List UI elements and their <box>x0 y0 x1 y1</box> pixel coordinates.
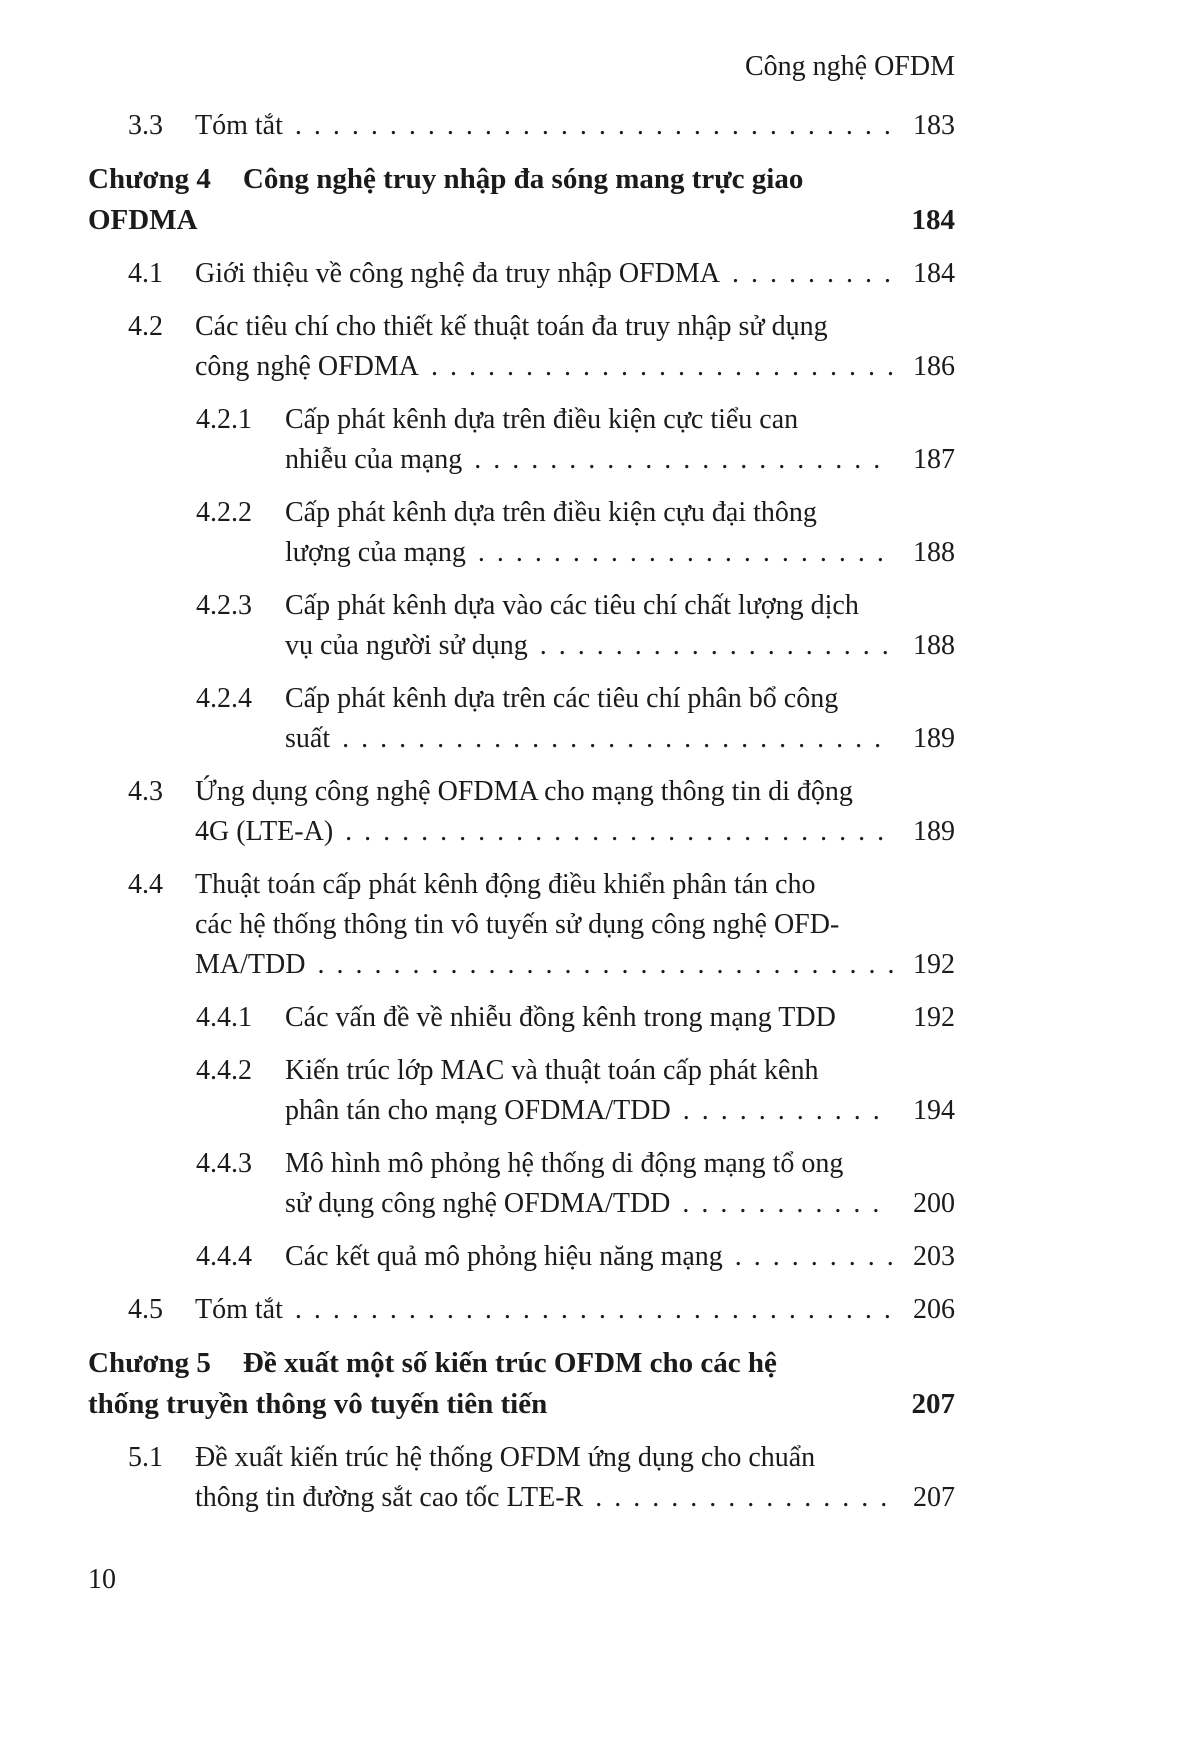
dot-leader <box>295 1290 893 1330</box>
toc-entry <box>88 400 955 480</box>
toc-entry <box>88 1343 955 1425</box>
entry-title-line: công nghệ OFDMA <box>195 351 419 382</box>
entry-number: 4.2.2 <box>196 497 252 528</box>
toc-entry-row <box>88 1343 955 1384</box>
entry-number: 4.2.1 <box>196 404 252 435</box>
entry-title-line: thông tin đường sắt cao tốc LTE-R <box>195 1482 584 1513</box>
toc-entry-row <box>88 200 955 241</box>
toc-entry <box>88 1051 955 1131</box>
entry-title-line: thống truyền thông vô tuyến tiên tiến <box>88 1388 548 1420</box>
toc-entry-row <box>88 1384 955 1425</box>
dot-leader <box>735 1237 893 1277</box>
entry-title-line: sử dụng công nghệ OFDMA/TDD <box>285 1188 671 1219</box>
entry-page-number: 203 <box>913 1241 955 1272</box>
entry-number: 4.4.3 <box>196 1148 252 1179</box>
entry-title-line: Cấp phát kênh dựa trên điều kiện cực tiểu can <box>285 404 799 435</box>
entry-page-number: 183 <box>913 110 955 141</box>
dot-leader <box>345 812 893 852</box>
toc-entry-row <box>88 772 955 812</box>
entry-title-line: Các vấn đề về nhiễu đồng kênh trong mạng TDD <box>285 1002 836 1033</box>
dot-leader <box>431 347 893 387</box>
toc-entry-row <box>88 1144 955 1184</box>
entry-title-line: vụ của người sử dụng <box>285 630 528 661</box>
toc-entry-row <box>88 905 955 945</box>
toc-entry <box>88 1237 955 1277</box>
toc-entry-row <box>88 1051 955 1091</box>
entry-title-line: Thuật toán cấp phát kênh động điều khiển phân tán cho <box>195 869 816 900</box>
toc <box>88 106 955 1531</box>
entry-number: 3.3 <box>128 110 163 141</box>
dot-leader <box>474 440 893 480</box>
entry-page-number: 187 <box>913 444 955 475</box>
entry-page-number: 184 <box>911 204 955 236</box>
entry-title-line: suất <box>285 723 331 754</box>
dot-leader <box>682 1184 893 1224</box>
dot-leader <box>478 533 893 573</box>
toc-entry <box>88 159 955 241</box>
toc-entry-row <box>88 1478 955 1518</box>
toc-entry-row <box>88 679 955 719</box>
entry-number: 4.5 <box>128 1294 163 1325</box>
toc-entry-row <box>88 533 955 573</box>
entry-number: 4.2.4 <box>196 683 252 714</box>
toc-entry <box>88 254 955 294</box>
entry-page-number: 200 <box>913 1188 955 1219</box>
toc-entry-row <box>88 307 955 347</box>
entry-page-number: 189 <box>913 723 955 754</box>
toc-entry <box>88 586 955 666</box>
toc-entry-row <box>88 626 955 666</box>
entry-title-line: Đề xuất kiến trúc hệ thống OFDM ứng dụng cho chuẩn <box>195 1442 816 1473</box>
entry-title-line: 4G (LTE-A) <box>195 816 334 847</box>
dot-leader <box>540 626 893 666</box>
entry-number: 4.3 <box>128 776 163 807</box>
toc-entry <box>88 772 955 852</box>
toc-entry-row <box>88 254 955 294</box>
toc-entry-row <box>88 719 955 759</box>
toc-entry-row <box>88 400 955 440</box>
toc-entry-row <box>88 998 955 1038</box>
toc-entry-row <box>88 493 955 533</box>
toc-entry-row <box>88 106 955 146</box>
entry-title-line: Giới thiệu về công nghệ đa truy nhập OFDMA <box>195 258 720 289</box>
toc-entry-row <box>88 1091 955 1131</box>
entry-title-line: Công nghệ truy nhập đa sóng mang trực giao <box>242 163 804 195</box>
entry-number: Chương 5 <box>88 1347 211 1379</box>
entry-page-number: 194 <box>913 1095 955 1126</box>
entry-number: 4.4.2 <box>196 1055 252 1086</box>
toc-entry <box>88 493 955 573</box>
toc-entry-row <box>88 159 955 200</box>
page-number-footer: 10 <box>88 1564 116 1595</box>
entry-title-line: phân tán cho mạng OFDMA/TDD <box>285 1095 671 1126</box>
toc-entry <box>88 1438 955 1518</box>
entry-title-line: OFDMA <box>88 204 198 236</box>
toc-entry-row <box>88 1184 955 1224</box>
entry-title-line: lượng của mạng <box>285 537 466 568</box>
toc-entry <box>88 998 955 1038</box>
entry-page-number: 207 <box>911 1388 955 1420</box>
entry-title-line: Cấp phát kênh dựa trên các tiêu chí phân bổ công <box>285 683 839 714</box>
entry-number: 4.4 <box>128 869 163 900</box>
toc-entry <box>88 106 955 146</box>
entry-number: 4.4.4 <box>196 1241 252 1272</box>
entry-title-line: Mô hình mô phỏng hệ thống di động mạng tổ ong <box>285 1148 844 1179</box>
dot-leader <box>595 1478 893 1518</box>
toc-entry-row <box>88 945 955 985</box>
dot-leader <box>317 945 893 985</box>
entry-title-line: Ứng dụng công nghệ OFDMA cho mạng thông tin di động <box>195 776 853 807</box>
entry-page-number: 188 <box>913 630 955 661</box>
entry-page-number: 188 <box>913 537 955 568</box>
entry-page-number: 189 <box>913 816 955 847</box>
toc-entry <box>88 865 955 985</box>
running-header: Công nghệ OFDM <box>744 51 955 82</box>
dot-leader <box>732 254 893 294</box>
toc-entry-row <box>88 1438 955 1478</box>
toc-entry <box>88 679 955 759</box>
entry-number: Chương 4 <box>88 163 211 195</box>
toc-entry-row <box>88 347 955 387</box>
toc-entry-row <box>88 1290 955 1330</box>
entry-title-line: nhiễu của mạng <box>285 444 463 475</box>
entry-title-line: Các tiêu chí cho thiết kế thuật toán đa truy nhập sử dụng <box>195 311 828 342</box>
entry-page-number: 206 <box>913 1294 955 1325</box>
entry-page-number: 184 <box>913 258 955 289</box>
toc-entry <box>88 1144 955 1224</box>
entry-number: 4.1 <box>128 258 163 289</box>
entry-title-line: các hệ thống thông tin vô tuyến sử dụng công nghệ OFD- <box>195 909 840 940</box>
entry-number: 4.2 <box>128 311 163 342</box>
entry-title-line: Kiến trúc lớp MAC và thuật toán cấp phát kênh <box>285 1055 819 1086</box>
entry-title-line: Tóm tắt <box>195 1294 283 1325</box>
toc-entry-row <box>88 865 955 905</box>
entry-title-line: MA/TDD <box>195 949 306 980</box>
entry-number: 4.2.3 <box>196 590 252 621</box>
entry-number: 5.1 <box>128 1442 163 1473</box>
dot-leader <box>342 719 893 759</box>
dot-leader <box>683 1091 893 1131</box>
entry-title-line: Cấp phát kênh dựa vào các tiêu chí chất lượng dịch <box>285 590 859 621</box>
toc-entry-row <box>88 812 955 852</box>
entry-number: 4.4.1 <box>196 1002 252 1033</box>
toc-entry-row <box>88 1237 955 1277</box>
entry-title-line: Các kết quả mô phỏng hiệu năng mạng <box>285 1241 723 1272</box>
entry-page-number: 192 <box>913 949 955 980</box>
dot-leader <box>295 106 893 146</box>
toc-entry-row <box>88 440 955 480</box>
toc-entry <box>88 307 955 387</box>
toc-entry <box>88 1290 955 1330</box>
entry-page-number: 186 <box>913 351 955 382</box>
entry-title-line: Tóm tắt <box>195 110 283 141</box>
entry-page-number: 207 <box>913 1482 955 1513</box>
entry-page-number: 192 <box>913 1002 955 1033</box>
toc-entry-row <box>88 586 955 626</box>
entry-title-line: Đề xuất một số kiến trúc OFDM cho các hệ <box>242 1347 777 1379</box>
entry-title-line: Cấp phát kênh dựa trên điều kiện cựu đại thông <box>285 497 817 528</box>
